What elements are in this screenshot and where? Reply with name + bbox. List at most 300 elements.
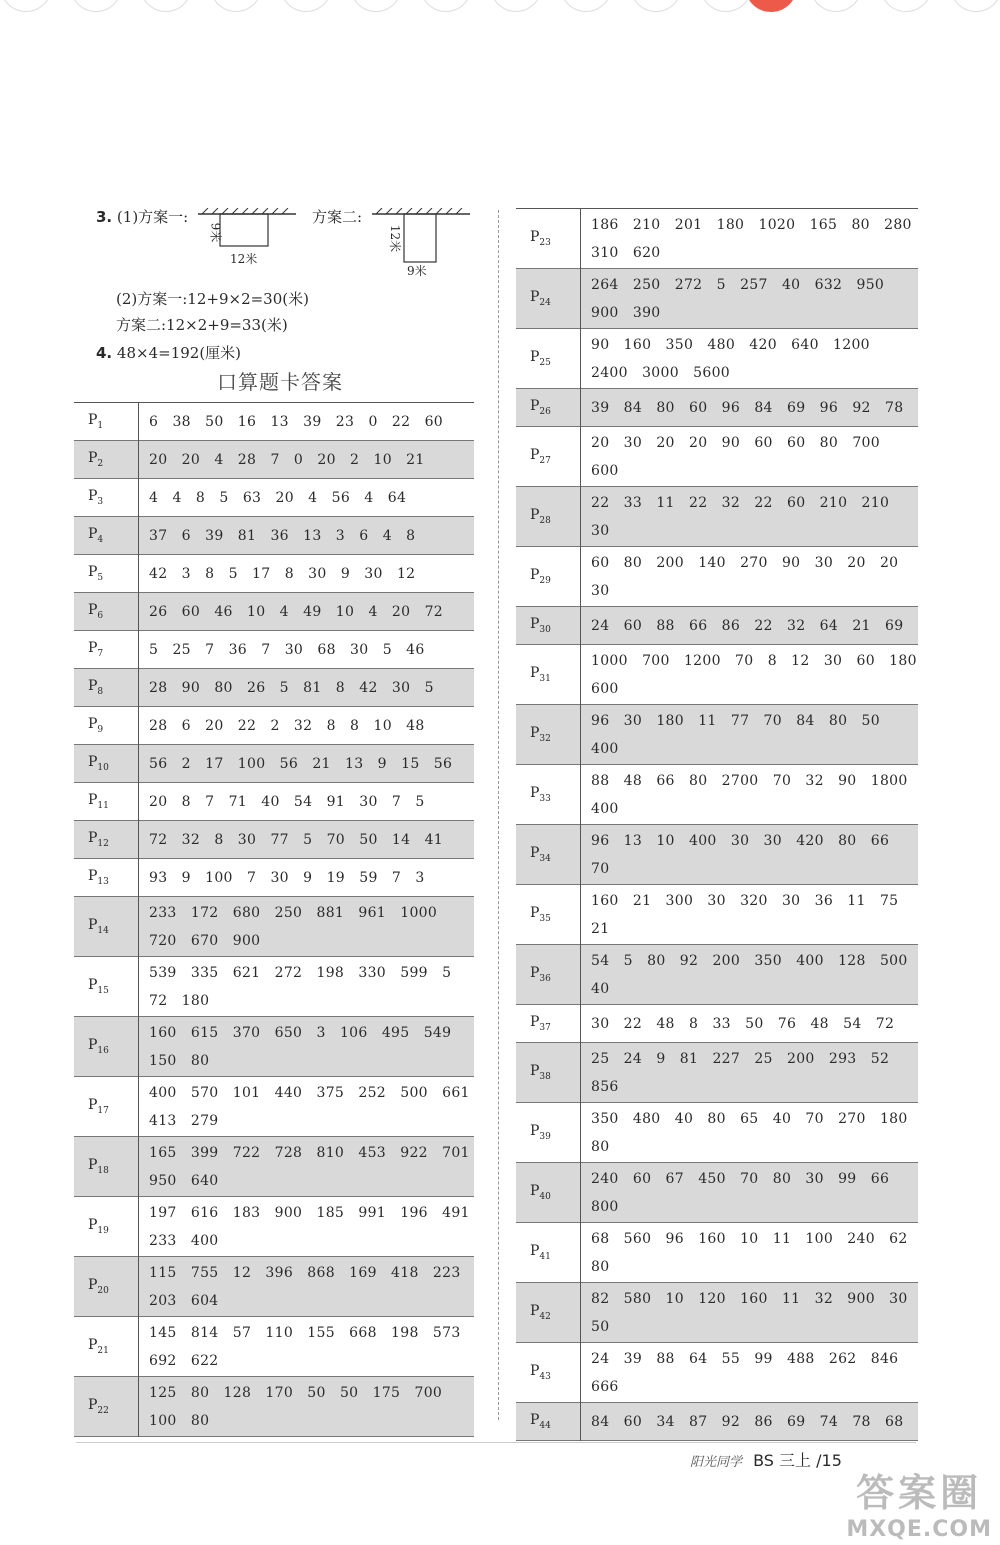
page-label [74, 1257, 139, 1317]
answers-cell [581, 547, 919, 607]
page-label [516, 765, 581, 825]
answers-line-2: 50 [591, 1318, 610, 1335]
table-row [74, 1077, 474, 1137]
q4-number: 4. [96, 344, 113, 362]
brand-logo: 阳光同学 [690, 1455, 743, 1470]
answers-line-1: 160 21 300 30 320 30 36 11 75 [591, 892, 899, 909]
page-letter: P [88, 716, 98, 733]
answers-cell [581, 269, 919, 329]
answers-line-1: 60 80 200 140 270 90 30 20 20 [591, 554, 899, 571]
answers-line-2: 203 604 [149, 1292, 219, 1309]
tab-circle[interactable] [0, 0, 52, 12]
page-number: 17 [97, 1105, 109, 1116]
page-letter: P [530, 1063, 540, 1080]
tab-circle[interactable] [140, 0, 192, 12]
q3-line2: (2)方案一:12+9×2=30(米) [116, 290, 309, 308]
answers-cell [581, 645, 919, 705]
page-letter: P [88, 678, 98, 695]
table-row [516, 825, 918, 885]
answers-cell [139, 1077, 475, 1137]
tab-circle[interactable] [700, 0, 752, 12]
answers-line-2: 400 [591, 800, 619, 817]
table-row [516, 645, 918, 705]
page-letter: P [530, 1412, 540, 1429]
page-number: 24 [539, 297, 551, 308]
page-number: 6 [97, 610, 104, 621]
page-label [74, 669, 139, 707]
page-letter: P [88, 640, 98, 657]
table-row [74, 897, 474, 957]
answers-line-1: 350 480 40 80 65 40 70 270 180 [591, 1110, 908, 1127]
page-letter: P [88, 1097, 98, 1114]
q3-plan2-label: 方案二: [312, 208, 363, 226]
answers-line-1: 25 24 9 81 227 25 200 293 52 [591, 1050, 890, 1067]
page-number: 32 [539, 733, 551, 744]
page-label [74, 441, 139, 479]
top-tab-strip [0, 0, 1000, 14]
answers-line-1: 264 250 272 5 257 40 632 950 [591, 276, 885, 293]
page-number: 42 [539, 1311, 551, 1322]
answers-line-1: 160 615 370 650 3 106 495 549 [149, 1024, 452, 1041]
page-number: 38 [539, 1071, 551, 1082]
table-row [516, 547, 918, 607]
answers-cell [139, 1317, 475, 1377]
table-row [516, 1163, 918, 1223]
page-label [516, 547, 581, 607]
answers-line-2: 950 640 [149, 1172, 219, 1189]
page-letter: P [530, 1363, 540, 1380]
answers-cell [581, 389, 919, 427]
answers-line-2: 233 400 [149, 1232, 219, 1249]
page-letter: P [530, 567, 540, 584]
page-letter: P [530, 398, 540, 415]
page-label [74, 479, 139, 517]
page-number: 39 [539, 1131, 551, 1142]
page-letter: P [88, 1277, 98, 1294]
answers-line-2: 800 [591, 1198, 619, 1215]
answers-line-2: 900 390 [591, 304, 661, 321]
table-row [74, 403, 474, 441]
q3-number: 3. [96, 208, 113, 226]
answers-cell [581, 1043, 919, 1103]
page-number: 25 [539, 357, 551, 368]
plan2-diagram [370, 208, 474, 268]
answers-cell [139, 859, 475, 897]
tab-circle[interactable] [70, 0, 122, 12]
answers-line-1: 22 33 11 22 32 22 60 210 210 [591, 494, 890, 511]
page-label [516, 1005, 581, 1043]
page-number: 12 [97, 838, 109, 849]
tab-circle[interactable] [880, 0, 932, 12]
table-row [516, 389, 918, 427]
table-row [516, 427, 918, 487]
page-label [516, 269, 581, 329]
answers-line-2: 30 [591, 522, 610, 539]
answers-cell [581, 1283, 919, 1343]
tab-circle[interactable] [350, 0, 402, 12]
answers-line-1: 4 4 8 5 63 20 4 56 4 64 [149, 489, 407, 506]
plan1-side-label: 9米 [208, 222, 223, 243]
answers-line-1: 24 39 88 64 55 99 488 262 846 [591, 1350, 899, 1367]
answers-line-2: 856 [591, 1078, 619, 1095]
answers-line-2: 666 [591, 1378, 619, 1395]
answers-cell [139, 1377, 475, 1437]
answers-cell [139, 1017, 475, 1077]
page-letter: P [530, 616, 540, 633]
table-row [74, 745, 474, 783]
answers-cell [139, 631, 475, 669]
tab-circle[interactable] [210, 0, 262, 12]
watermark-title: 答案圈 [856, 1471, 983, 1515]
answers-line-1: 68 560 96 160 10 11 100 240 62 [591, 1230, 908, 1247]
page-label [516, 209, 581, 269]
answers-line-1: 145 814 57 110 155 668 198 573 [149, 1324, 461, 1341]
section-title: 口算题卡答案 [217, 370, 343, 394]
table-row [74, 441, 474, 479]
answers-cell [139, 745, 475, 783]
page-letter: P [530, 1303, 540, 1320]
answers-line-2: 400 [591, 740, 619, 757]
page-letter: P [530, 229, 540, 246]
answers-cell [581, 329, 919, 389]
answers-line-1: 165 399 722 728 810 453 922 701 [149, 1144, 470, 1161]
page-label [74, 707, 139, 745]
answers-cell [139, 707, 475, 745]
page-label [74, 821, 139, 859]
page-label [516, 1343, 581, 1403]
answers-cell [581, 1223, 919, 1283]
page-label [74, 859, 139, 897]
answers-cell [581, 1005, 919, 1043]
answers-cell [581, 427, 919, 487]
page-label [516, 607, 581, 645]
answers-cell [139, 821, 475, 859]
page-letter: P [88, 1217, 98, 1234]
page-label [74, 1017, 139, 1077]
page-label [516, 1043, 581, 1103]
answers-cell [139, 783, 475, 821]
answers-cell [581, 825, 919, 885]
page-number: 2 [97, 458, 104, 469]
answers-cell [581, 765, 919, 825]
page-label [516, 427, 581, 487]
tab-circle[interactable] [490, 0, 542, 12]
right-answer-table [516, 208, 918, 1441]
answers-line-1: 88 48 66 80 2700 70 32 90 1800 [591, 772, 908, 789]
answers-line-2: 720 670 900 [149, 932, 261, 949]
answers-cell [139, 1137, 475, 1197]
answers-cell [581, 1403, 919, 1441]
page-number: 13 [97, 876, 109, 887]
page-label [516, 825, 581, 885]
answers-line-1: 96 30 180 11 77 70 84 80 50 [591, 712, 880, 729]
table-row [74, 669, 474, 707]
answers-line-2: 600 [591, 462, 619, 479]
q4-text: 48×4=192(厘米) [116, 344, 242, 362]
answers-line-1: 56 2 17 100 56 21 13 9 15 56 [149, 755, 453, 772]
table-row [516, 1043, 918, 1103]
table-row [516, 1005, 918, 1043]
answers-line-2: 692 622 [149, 1352, 219, 1369]
page-label [74, 1077, 139, 1137]
answers-line-2: 310 620 [591, 244, 661, 261]
page-label [516, 1163, 581, 1223]
answers-line-1: 42 3 8 5 17 8 30 9 30 12 [149, 565, 416, 582]
answers-line-1: 125 80 128 170 50 50 175 700 [149, 1384, 443, 1401]
page-letter: P [88, 450, 98, 467]
table-row [516, 607, 918, 645]
q3-line3: 方案二:12×2+9=33(米) [116, 316, 288, 334]
page-label [516, 645, 581, 705]
table-row [516, 1283, 918, 1343]
page-label [516, 705, 581, 765]
tab-circle[interactable] [280, 0, 332, 12]
answers-line-1: 39 84 80 60 96 84 69 96 92 78 [591, 399, 904, 416]
answers-line-1: 539 335 621 272 198 330 599 5 [149, 964, 452, 981]
page-letter: P [88, 868, 98, 885]
table-row [516, 1103, 918, 1163]
page-letter: P [530, 447, 540, 464]
answers-line-1: 72 32 8 30 77 5 70 50 14 41 [149, 831, 443, 848]
page-number: 7 [97, 648, 104, 659]
page-number: 44 [539, 1420, 551, 1431]
page-letter: P [88, 564, 98, 581]
page-letter: P [530, 1243, 540, 1260]
page-label [74, 593, 139, 631]
tab-circle-active[interactable] [745, 0, 797, 12]
page-letter: P [88, 602, 98, 619]
page-letter: P [530, 785, 540, 802]
page-number: 9 [97, 724, 104, 735]
table-row [516, 1343, 918, 1403]
table-row [74, 1017, 474, 1077]
answers-cell [139, 555, 475, 593]
page-label [516, 1403, 581, 1441]
page-number: 10 [97, 762, 109, 773]
answers-cell [581, 607, 919, 645]
answers-cell [581, 1103, 919, 1163]
answers-cell [139, 479, 475, 517]
answers-line-2: 600 [591, 680, 619, 697]
page-label [74, 1317, 139, 1377]
page-letter: P [88, 1397, 98, 1414]
column-divider [498, 210, 499, 1420]
tab-circle[interactable] [560, 0, 612, 12]
answers-cell [139, 517, 475, 555]
tab-circle[interactable] [630, 0, 682, 12]
page-label [74, 1197, 139, 1257]
answers-line-1: 30 22 48 8 33 50 76 48 54 72 [591, 1015, 895, 1032]
page-letter: P [88, 1337, 98, 1354]
page-letter: P [530, 1123, 540, 1140]
answers-cell [139, 593, 475, 631]
table-row [74, 821, 474, 859]
page-number: 19 [97, 1225, 109, 1236]
table-row [74, 859, 474, 897]
page-label [74, 1137, 139, 1197]
table-row [74, 593, 474, 631]
page-number: 43 [539, 1371, 551, 1382]
answers-line-1: 6 38 50 16 13 39 23 0 22 60 [149, 413, 443, 430]
page-label [74, 631, 139, 669]
answers-line-1: 96 13 10 400 30 30 420 80 66 [591, 832, 890, 849]
watermark-url: MXQE.COM [846, 1517, 992, 1542]
answers-cell [139, 957, 475, 1017]
page-number: 14 [97, 925, 109, 936]
q3-heading [96, 206, 188, 227]
table-row [516, 209, 918, 269]
answers-line-1: 20 20 4 28 7 0 20 2 10 21 [149, 451, 425, 468]
table-row [516, 945, 918, 1005]
table-row [516, 1223, 918, 1283]
page-number: 5 [97, 572, 104, 583]
table-row [74, 1377, 474, 1437]
table-row [516, 705, 918, 765]
answers-line-1: 26 60 46 10 4 49 10 4 20 72 [149, 603, 443, 620]
answers-line-1: 28 6 20 22 2 32 8 8 10 48 [149, 717, 425, 734]
page-letter: P [88, 488, 98, 505]
tab-circle[interactable] [950, 0, 1000, 12]
plan2-side-label: 12米 [388, 224, 403, 253]
answers-line-2: 70 [591, 860, 610, 877]
answers-line-1: 186 210 201 180 1020 165 80 280 [591, 216, 912, 233]
answers-line-2: 150 80 [149, 1052, 210, 1069]
page-letter: P [88, 830, 98, 847]
page-letter: P [530, 665, 540, 682]
answers-line-1: 93 9 100 7 30 9 19 59 7 3 [149, 869, 425, 886]
answers-cell [581, 945, 919, 1005]
table-row [74, 517, 474, 555]
page-number: 36 [539, 973, 551, 984]
page-number: 27 [539, 455, 551, 466]
page-number: 20 [97, 1285, 109, 1296]
page-label [74, 897, 139, 957]
table-row [74, 783, 474, 821]
answers-line-2: 2400 3000 5600 [591, 364, 730, 381]
page-letter: P [88, 412, 98, 429]
footer-rule [76, 1442, 916, 1443]
page-label [74, 555, 139, 593]
answers-line-1: 5 25 7 36 7 30 68 30 5 46 [149, 641, 425, 658]
table-row [516, 487, 918, 547]
page-letter: P [88, 917, 98, 934]
answers-line-1: 1000 700 1200 70 8 12 30 60 180 [591, 652, 917, 669]
answers-cell [139, 669, 475, 707]
q3-plan1-label: (1)方案一: [116, 208, 189, 226]
answers-line-1: 240 60 67 450 70 80 30 99 66 [591, 1170, 890, 1187]
table-row [74, 631, 474, 669]
page-number: 22 [97, 1405, 109, 1416]
answers-line-1: 82 580 10 120 160 11 32 900 30 [591, 1290, 908, 1307]
page-label [74, 783, 139, 821]
page-number: 37 [539, 1022, 551, 1033]
page-label [516, 487, 581, 547]
table-row [74, 957, 474, 1017]
page-number: 29 [539, 575, 551, 586]
page-number: 21 [97, 1345, 109, 1356]
page-label [74, 1377, 139, 1437]
page-number: 1 [97, 420, 104, 431]
tab-circle[interactable] [420, 0, 472, 12]
table-row [74, 479, 474, 517]
answers-cell [139, 1257, 475, 1317]
page-label [516, 945, 581, 1005]
answers-line-1: 20 30 20 20 90 60 60 80 700 [591, 434, 880, 451]
q4-line [96, 342, 241, 363]
page-number: 4 [97, 534, 104, 545]
answers-line-2: 21 [591, 920, 610, 937]
footer [690, 1448, 842, 1471]
page-number: 40 [539, 1191, 551, 1202]
answers-cell [581, 1163, 919, 1223]
page-number: 28 [539, 515, 551, 526]
plan2-bottom-label: 9米 [407, 264, 427, 278]
page-number: 15 [97, 985, 109, 996]
left-answer-table [74, 402, 474, 1437]
page-letter: P [530, 845, 540, 862]
page-letter: P [530, 1183, 540, 1200]
answers-cell [581, 209, 919, 269]
answers-cell [581, 705, 919, 765]
answers-cell [139, 403, 475, 441]
page-letter: P [88, 792, 98, 809]
answers-line-2: 100 80 [149, 1412, 210, 1429]
tab-circle[interactable] [810, 0, 862, 12]
page-number: 23 [539, 237, 551, 248]
answers-cell [139, 897, 475, 957]
page-letter: P [88, 1037, 98, 1054]
answers-line-1: 197 616 183 900 185 991 196 491 [149, 1204, 470, 1221]
page-label [74, 403, 139, 441]
page-edition: BS 三上 /15 [753, 1451, 842, 1470]
page-label [516, 329, 581, 389]
page-label [516, 1223, 581, 1283]
page-letter: P [88, 754, 98, 771]
page-letter: P [530, 725, 540, 742]
answers-line-2: 40 [591, 980, 610, 997]
page-letter: P [530, 905, 540, 922]
table-row [74, 1137, 474, 1197]
answers-line-1: 24 60 88 66 86 22 32 64 21 69 [591, 617, 904, 634]
page-letter: P [530, 965, 540, 982]
plan1-bottom-label: 12米 [230, 252, 258, 266]
page-number: 30 [539, 624, 551, 635]
page-number: 34 [539, 853, 551, 864]
table-row [516, 1403, 918, 1441]
page-label [516, 389, 581, 427]
answers-line-1: 115 755 12 396 868 169 418 223 [149, 1264, 461, 1281]
table-row [516, 765, 918, 825]
page-label [516, 1103, 581, 1163]
answers-cell [581, 487, 919, 547]
page-label [516, 885, 581, 945]
answers-line-2: 30 [591, 582, 610, 599]
page-label [74, 517, 139, 555]
table-row [516, 269, 918, 329]
page-number: 33 [539, 793, 551, 804]
page-number: 16 [97, 1045, 109, 1056]
table-row [74, 707, 474, 745]
answers-line-1: 54 5 80 92 200 350 400 128 500 [591, 952, 908, 969]
answers-cell [581, 885, 919, 945]
page-letter: P [530, 289, 540, 306]
page-letter: P [88, 977, 98, 994]
table-row [74, 555, 474, 593]
table-row [74, 1197, 474, 1257]
table-row [516, 329, 918, 389]
page-number: 3 [97, 496, 104, 507]
page-label [516, 1283, 581, 1343]
